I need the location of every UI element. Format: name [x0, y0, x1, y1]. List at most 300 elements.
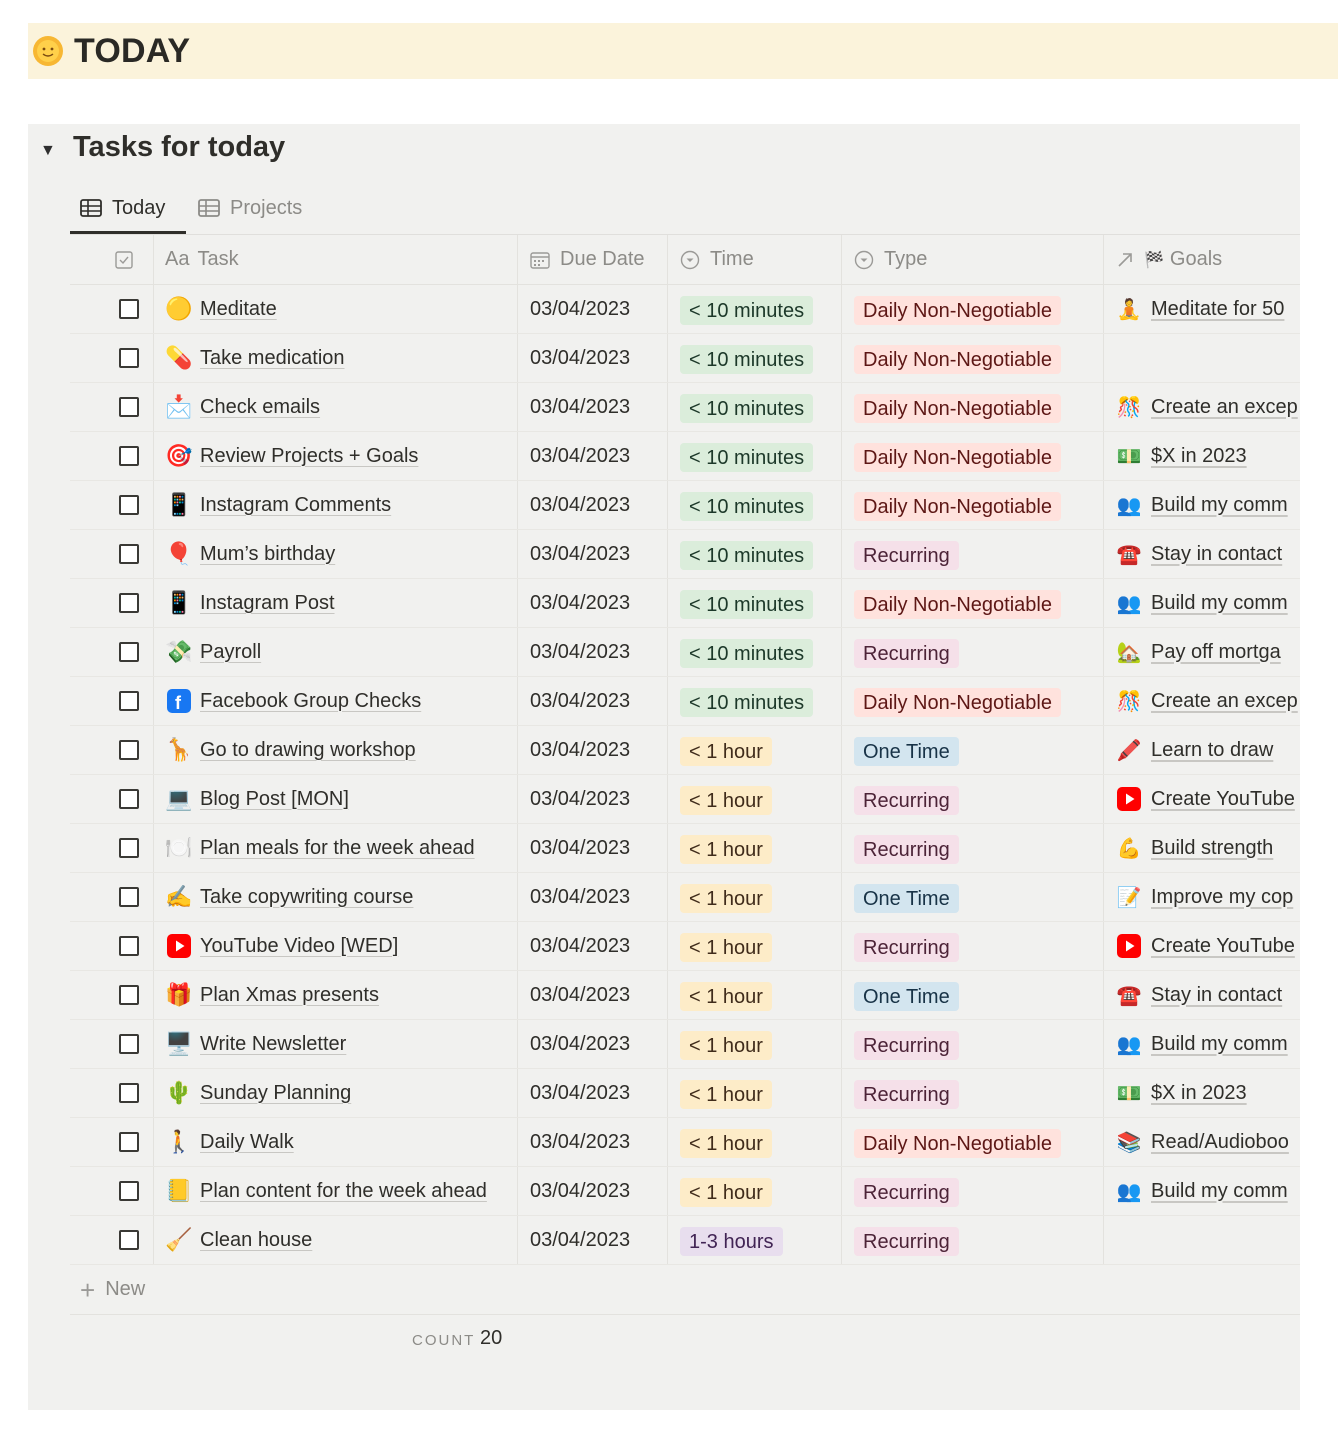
- type-cell[interactable]: [842, 971, 1104, 1019]
- goal-emoji-icon: 🧘: [1116, 298, 1142, 321]
- type-tag: Daily Non-Negotiable: [854, 688, 1061, 717]
- plate-icon: 🍽️: [165, 835, 193, 860]
- goal-link[interactable]: Build my comm: [1151, 493, 1288, 516]
- goal-link[interactable]: Read/Audioboo: [1151, 1130, 1289, 1153]
- due-date-cell[interactable]: [518, 628, 668, 676]
- goal-emoji-icon: 🎊: [1116, 396, 1142, 419]
- table-row[interactable]: [70, 971, 1300, 1020]
- calendar-icon: [530, 251, 550, 269]
- task-title[interactable]: Clean house: [200, 1228, 313, 1251]
- due-date-cell[interactable]: [518, 579, 668, 627]
- task-cell[interactable]: [154, 1020, 518, 1068]
- balloon-icon: 🎈: [165, 541, 193, 566]
- goal-cell[interactable]: [1104, 481, 1300, 529]
- task-cell[interactable]: [154, 677, 518, 725]
- time-cell[interactable]: [668, 922, 842, 970]
- sun-face-icon: [32, 35, 64, 67]
- time-cell[interactable]: [668, 1216, 842, 1264]
- task-title[interactable]: Take copywriting course: [200, 885, 414, 908]
- table-row[interactable]: [70, 726, 1300, 775]
- type-cell[interactable]: [842, 873, 1104, 921]
- goal-cell[interactable]: [1104, 971, 1300, 1019]
- select-property-icon: [854, 250, 874, 270]
- time-tag: < 10 minutes: [680, 394, 813, 423]
- goal-link[interactable]: $X in 2023: [1151, 444, 1247, 467]
- goal-cell[interactable]: [1104, 726, 1300, 774]
- header-task[interactable]: [154, 235, 518, 284]
- due-date-cell[interactable]: [518, 775, 668, 823]
- task-title[interactable]: Daily Walk: [200, 1130, 294, 1153]
- goal-cell[interactable]: [1104, 677, 1300, 725]
- task-cell[interactable]: [154, 873, 518, 921]
- youtube-icon: [1116, 786, 1142, 812]
- task-checkbox[interactable]: [119, 446, 139, 466]
- time-cell[interactable]: [668, 873, 842, 921]
- table-row[interactable]: [70, 1167, 1300, 1216]
- goal-cell[interactable]: [1104, 1069, 1300, 1117]
- type-tag: Recurring: [854, 786, 959, 815]
- table-row[interactable]: [70, 922, 1300, 971]
- type-cell[interactable]: [842, 775, 1104, 823]
- table-row[interactable]: [70, 383, 1300, 432]
- type-tag: Recurring: [854, 1178, 959, 1207]
- task-title[interactable]: Facebook Group Checks: [200, 689, 422, 712]
- time-tag: < 10 minutes: [680, 688, 813, 717]
- time-cell[interactable]: [668, 481, 842, 529]
- new-row-button[interactable]: [70, 1265, 1300, 1315]
- due-date-value: 03/04/2023: [530, 1032, 631, 1055]
- time-cell[interactable]: [668, 432, 842, 480]
- view-tabs: [70, 184, 1300, 234]
- due-date-cell[interactable]: [518, 1069, 668, 1117]
- phone-icon: 📱: [165, 590, 193, 615]
- goal-cell[interactable]: [1104, 1118, 1300, 1166]
- section-title: Tasks for today: [73, 131, 286, 163]
- task-cell[interactable]: [154, 432, 518, 480]
- due-date-value: 03/04/2023: [530, 934, 631, 957]
- goal-cell[interactable]: [1104, 579, 1300, 627]
- goal-link[interactable]: Build my comm: [1151, 1032, 1288, 1055]
- toggle-triangle-icon[interactable]: ▼: [40, 142, 56, 159]
- time-cell[interactable]: [668, 1069, 842, 1117]
- due-date-cell[interactable]: [518, 971, 668, 1019]
- row-checkbox-cell: [70, 1069, 154, 1117]
- task-title[interactable]: Write Newsletter: [200, 1032, 347, 1055]
- desktop-icon: 🖥️: [165, 1031, 193, 1056]
- due-date-value: 03/04/2023: [530, 591, 631, 614]
- table-row[interactable]: [70, 579, 1300, 628]
- task-title[interactable]: Sunday Planning: [200, 1081, 352, 1104]
- target-icon: 🎯: [165, 443, 193, 468]
- due-date-cell[interactable]: [518, 481, 668, 529]
- goal-emoji-icon: 👥: [1116, 592, 1142, 615]
- envelope-arrow-icon: 📩: [165, 394, 193, 419]
- task-cell[interactable]: [154, 1216, 518, 1264]
- time-cell[interactable]: [668, 334, 842, 382]
- type-tag: Daily Non-Negotiable: [854, 1129, 1061, 1158]
- task-checkbox[interactable]: [119, 1083, 139, 1103]
- task-title[interactable]: Instagram Comments: [200, 493, 392, 516]
- header-time[interactable]: [668, 235, 842, 284]
- due-date-value: 03/04/2023: [530, 787, 631, 810]
- time-cell[interactable]: [668, 1118, 842, 1166]
- task-cell[interactable]: [154, 922, 518, 970]
- table-row[interactable]: [70, 432, 1300, 481]
- time-tag: < 10 minutes: [680, 492, 813, 521]
- type-tag: Daily Non-Negotiable: [854, 345, 1061, 374]
- task-title[interactable]: Plan Xmas presents: [200, 983, 379, 1006]
- type-cell[interactable]: [842, 530, 1104, 578]
- giraffe-icon: 🦒: [165, 737, 193, 762]
- table-row[interactable]: [70, 628, 1300, 677]
- time-tag: < 1 hour: [680, 1080, 772, 1109]
- time-cell[interactable]: [668, 579, 842, 627]
- tasks-table: [70, 235, 1300, 1363]
- task-cell[interactable]: [154, 971, 518, 1019]
- goal-link[interactable]: Build strength: [1151, 836, 1274, 859]
- goal-link[interactable]: Build my comm: [1151, 1179, 1288, 1202]
- due-date-value: 03/04/2023: [530, 640, 631, 663]
- table-row[interactable]: [70, 775, 1300, 824]
- time-cell[interactable]: [668, 824, 842, 872]
- row-checkbox-cell: [70, 824, 154, 872]
- tasks-database-panel: [28, 124, 1300, 1410]
- time-cell[interactable]: [668, 775, 842, 823]
- header-type[interactable]: [842, 235, 1104, 284]
- goal-cell[interactable]: [1104, 922, 1300, 970]
- goal-link[interactable]: Create YouTube: [1151, 787, 1295, 810]
- goal-link[interactable]: Stay in contact: [1151, 542, 1283, 565]
- time-tag: < 10 minutes: [680, 296, 813, 325]
- task-checkbox[interactable]: [119, 838, 139, 858]
- table-row[interactable]: [70, 824, 1300, 873]
- tab-today[interactable]: [80, 184, 165, 232]
- task-checkbox[interactable]: [119, 740, 139, 760]
- type-tag: Recurring: [854, 541, 959, 570]
- table-row[interactable]: [70, 677, 1300, 726]
- task-checkbox[interactable]: [119, 1181, 139, 1201]
- task-checkbox[interactable]: [119, 985, 139, 1005]
- due-date-value: 03/04/2023: [530, 395, 631, 418]
- task-checkbox[interactable]: [119, 1034, 139, 1054]
- task-cell[interactable]: [154, 334, 518, 382]
- goal-emoji-icon: 🎊: [1116, 690, 1142, 713]
- task-title[interactable]: Plan meals for the week ahead: [200, 836, 475, 859]
- type-cell[interactable]: [842, 285, 1104, 333]
- table-row[interactable]: [70, 1020, 1300, 1069]
- task-checkbox[interactable]: [119, 1132, 139, 1152]
- table-row[interactable]: [70, 530, 1300, 579]
- type-cell[interactable]: [842, 334, 1104, 382]
- task-cell[interactable]: [154, 481, 518, 529]
- type-cell[interactable]: [842, 726, 1104, 774]
- new-row-label: New: [105, 1278, 146, 1300]
- task-cell[interactable]: [154, 285, 518, 333]
- task-title[interactable]: Payroll: [200, 640, 262, 663]
- goal-link[interactable]: Create an excep: [1151, 689, 1298, 712]
- task-title[interactable]: Review Projects + Goals: [200, 444, 419, 467]
- due-date-value: 03/04/2023: [530, 738, 631, 761]
- task-checkbox[interactable]: [119, 495, 139, 515]
- type-cell[interactable]: [842, 579, 1104, 627]
- due-date-cell[interactable]: [518, 922, 668, 970]
- goal-cell[interactable]: [1104, 873, 1300, 921]
- due-date-value: 03/04/2023: [530, 444, 631, 467]
- table-row[interactable]: [70, 1069, 1300, 1118]
- header-checkbox-column[interactable]: [70, 235, 154, 284]
- due-date-value: 03/04/2023: [530, 983, 631, 1006]
- task-cell[interactable]: [154, 1069, 518, 1117]
- header-due-date-label: Due Date: [560, 248, 645, 270]
- time-tag: < 10 minutes: [680, 590, 813, 619]
- due-date-value: 03/04/2023: [530, 1130, 631, 1153]
- task-checkbox[interactable]: [119, 593, 139, 613]
- time-tag: < 10 minutes: [680, 541, 813, 570]
- due-date-cell[interactable]: [518, 285, 668, 333]
- due-date-cell[interactable]: [518, 677, 668, 725]
- goal-cell[interactable]: [1104, 1020, 1300, 1068]
- table-row[interactable]: [70, 334, 1300, 383]
- time-tag: < 1 hour: [680, 835, 772, 864]
- type-tag: One Time: [854, 982, 959, 1011]
- time-cell[interactable]: [668, 677, 842, 725]
- time-cell[interactable]: [668, 726, 842, 774]
- goal-link[interactable]: Pay off mortga: [1151, 640, 1281, 663]
- type-cell[interactable]: [842, 1118, 1104, 1166]
- goal-cell[interactable]: [1104, 1167, 1300, 1215]
- type-tag: One Time: [854, 737, 959, 766]
- goal-emoji-icon: ☎️: [1116, 984, 1142, 1007]
- due-date-cell[interactable]: [518, 432, 668, 480]
- row-checkbox-cell: [70, 1216, 154, 1264]
- task-title[interactable]: Meditate: [200, 297, 277, 320]
- row-checkbox-cell: [70, 775, 154, 823]
- goal-link[interactable]: Create an excep: [1151, 395, 1298, 418]
- type-cell[interactable]: [842, 481, 1104, 529]
- row-checkbox-cell: [70, 579, 154, 627]
- header-goals[interactable]: [1104, 235, 1300, 284]
- type-tag: Daily Non-Negotiable: [854, 492, 1061, 521]
- type-cell[interactable]: [842, 824, 1104, 872]
- row-checkbox-cell: [70, 971, 154, 1019]
- due-date-cell[interactable]: [518, 824, 668, 872]
- due-date-cell[interactable]: [518, 1118, 668, 1166]
- type-cell[interactable]: [842, 1216, 1104, 1264]
- task-title[interactable]: Blog Post [MON]: [200, 787, 349, 810]
- gift-icon: 🎁: [165, 982, 193, 1007]
- task-cell[interactable]: [154, 775, 518, 823]
- goal-cell[interactable]: [1104, 530, 1300, 578]
- row-checkbox-cell: [70, 383, 154, 431]
- goal-cell[interactable]: [1104, 1216, 1300, 1264]
- due-date-value: 03/04/2023: [530, 1228, 631, 1251]
- time-tag: < 1 hour: [680, 884, 772, 913]
- row-checkbox-cell: [70, 481, 154, 529]
- type-tag: One Time: [854, 884, 959, 913]
- youtube-icon: [165, 932, 193, 960]
- type-cell[interactable]: [842, 677, 1104, 725]
- due-date-value: 03/04/2023: [530, 689, 631, 712]
- due-date-value: 03/04/2023: [530, 1081, 631, 1104]
- task-checkbox[interactable]: [119, 887, 139, 907]
- row-checkbox-cell: [70, 334, 154, 382]
- task-cell[interactable]: [154, 383, 518, 431]
- goal-link[interactable]: Build my comm: [1151, 591, 1288, 614]
- type-cell[interactable]: [842, 922, 1104, 970]
- type-tag: Daily Non-Negotiable: [854, 443, 1061, 472]
- due-date-cell[interactable]: [518, 334, 668, 382]
- type-cell[interactable]: [842, 1020, 1104, 1068]
- time-cell[interactable]: [668, 383, 842, 431]
- time-tag: < 1 hour: [680, 982, 772, 1011]
- time-tag: < 1 hour: [680, 1178, 772, 1207]
- tab-projects[interactable]: [198, 184, 302, 232]
- due-date-cell[interactable]: [518, 873, 668, 921]
- money-wings-icon: 💸: [165, 639, 193, 664]
- type-cell[interactable]: [842, 1069, 1104, 1117]
- goal-emoji-icon: 👥: [1116, 1033, 1142, 1056]
- task-cell[interactable]: [154, 1167, 518, 1215]
- task-checkbox[interactable]: [119, 299, 139, 319]
- goal-link[interactable]: $X in 2023: [1151, 1081, 1247, 1104]
- due-date-cell[interactable]: [518, 1167, 668, 1215]
- row-checkbox-cell: [70, 285, 154, 333]
- goal-cell[interactable]: [1104, 334, 1300, 382]
- goal-link[interactable]: Meditate for 50: [1151, 297, 1285, 320]
- time-cell[interactable]: [668, 1167, 842, 1215]
- type-tag: Daily Non-Negotiable: [854, 394, 1061, 423]
- type-tag: Recurring: [854, 1227, 959, 1256]
- task-cell[interactable]: [154, 579, 518, 627]
- header-goals-label: Goals: [1169, 248, 1223, 270]
- type-cell[interactable]: [842, 628, 1104, 676]
- task-checkbox[interactable]: [119, 348, 139, 368]
- type-tag: Recurring: [854, 639, 959, 668]
- table-row[interactable]: [70, 1216, 1300, 1265]
- goal-cell[interactable]: [1104, 824, 1300, 872]
- time-tag: < 1 hour: [680, 933, 772, 962]
- due-date-cell[interactable]: [518, 1020, 668, 1068]
- task-checkbox[interactable]: [119, 642, 139, 662]
- task-cell[interactable]: [154, 530, 518, 578]
- checkbox-property-icon: [115, 251, 133, 269]
- goal-link[interactable]: Learn to draw: [1151, 738, 1274, 761]
- broom-icon: 🧹: [165, 1227, 193, 1252]
- goal-emoji-icon: 👥: [1116, 494, 1142, 517]
- type-cell[interactable]: [842, 383, 1104, 431]
- task-cell[interactable]: [154, 1118, 518, 1166]
- type-tag: Recurring: [854, 1080, 959, 1109]
- time-cell[interactable]: [668, 628, 842, 676]
- time-cell[interactable]: [668, 285, 842, 333]
- type-tag: Recurring: [854, 933, 959, 962]
- type-cell[interactable]: [842, 1167, 1104, 1215]
- goal-cell[interactable]: [1104, 628, 1300, 676]
- table-header: [70, 235, 1300, 285]
- task-cell[interactable]: [154, 824, 518, 872]
- task-cell[interactable]: [154, 726, 518, 774]
- task-title[interactable]: Take medication: [200, 346, 345, 369]
- task-title[interactable]: Go to drawing workshop: [200, 738, 416, 761]
- tab-today-label: Today: [112, 196, 166, 219]
- task-cell[interactable]: [154, 628, 518, 676]
- task-title[interactable]: Instagram Post: [200, 591, 335, 614]
- time-tag: < 1 hour: [680, 786, 772, 815]
- task-checkbox[interactable]: [119, 1230, 139, 1250]
- goal-cell[interactable]: [1104, 383, 1300, 431]
- due-date-value: 03/04/2023: [530, 493, 631, 516]
- type-tag: Recurring: [854, 1031, 959, 1060]
- due-date-cell[interactable]: [518, 726, 668, 774]
- table-body: [70, 285, 1300, 1265]
- count-summary: [70, 1315, 1300, 1363]
- goal-link[interactable]: Stay in contact: [1151, 983, 1283, 1006]
- table-row[interactable]: [70, 285, 1300, 334]
- due-date-value: 03/04/2023: [530, 836, 631, 859]
- time-cell[interactable]: [668, 971, 842, 1019]
- count-label: COUNT: [412, 1332, 476, 1349]
- time-tag: 1-3 hours: [680, 1227, 783, 1256]
- row-checkbox-cell: [70, 677, 154, 725]
- task-checkbox[interactable]: [119, 789, 139, 809]
- goal-link[interactable]: Improve my cop: [1151, 885, 1294, 908]
- table-icon: [80, 199, 102, 217]
- goal-cell[interactable]: [1104, 285, 1300, 333]
- due-date-value: 03/04/2023: [530, 297, 631, 320]
- select-property-icon: [680, 250, 700, 270]
- row-checkbox-cell: [70, 432, 154, 480]
- yellow-circle-icon: 🟡: [165, 296, 193, 321]
- due-date-cell[interactable]: [518, 383, 668, 431]
- goal-link[interactable]: Create YouTube: [1151, 934, 1295, 957]
- count-value: 20: [480, 1327, 503, 1349]
- task-title[interactable]: Check emails: [200, 395, 321, 418]
- time-cell[interactable]: [668, 530, 842, 578]
- svg-text:f: f: [175, 693, 181, 713]
- goal-emoji-icon: 👥: [1116, 1180, 1142, 1203]
- task-checkbox[interactable]: [119, 691, 139, 711]
- task-checkbox[interactable]: [119, 397, 139, 417]
- task-checkbox[interactable]: [119, 936, 139, 956]
- task-title[interactable]: YouTube Video [WED]: [200, 934, 399, 957]
- type-tag: Daily Non-Negotiable: [854, 590, 1061, 619]
- due-date-cell[interactable]: [518, 1216, 668, 1264]
- task-title[interactable]: Plan content for the week ahead: [200, 1179, 487, 1202]
- table-row[interactable]: [70, 1118, 1300, 1167]
- header-task-label: Task: [197, 248, 239, 270]
- goal-emoji-icon: 💪: [1116, 837, 1142, 860]
- header-due-date[interactable]: [518, 235, 668, 284]
- task-checkbox[interactable]: [119, 544, 139, 564]
- time-cell[interactable]: [668, 1020, 842, 1068]
- cactus-icon: 🌵: [165, 1080, 193, 1105]
- row-checkbox-cell: [70, 1020, 154, 1068]
- text-property-icon: Aa: [165, 248, 190, 270]
- walking-icon: 🚶: [165, 1129, 193, 1154]
- goal-cell[interactable]: [1104, 775, 1300, 823]
- table-row[interactable]: [70, 481, 1300, 530]
- goal-cell[interactable]: [1104, 432, 1300, 480]
- facebook-icon: [165, 687, 193, 715]
- row-checkbox-cell: [70, 530, 154, 578]
- row-checkbox-cell: [70, 922, 154, 970]
- time-tag: < 10 minutes: [680, 345, 813, 374]
- table-row[interactable]: [70, 873, 1300, 922]
- task-title[interactable]: Mum’s birthday: [200, 542, 336, 565]
- row-checkbox-cell: [70, 1118, 154, 1166]
- type-cell[interactable]: [842, 432, 1104, 480]
- due-date-cell[interactable]: [518, 530, 668, 578]
